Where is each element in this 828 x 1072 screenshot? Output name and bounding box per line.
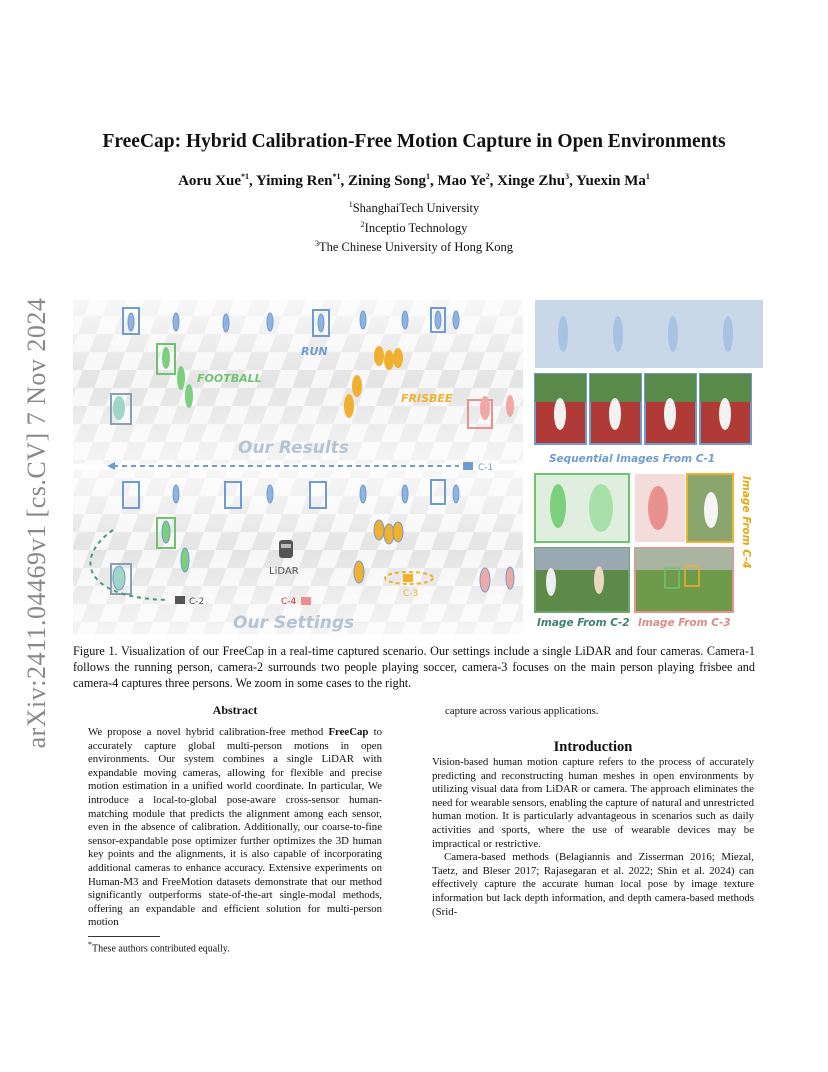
c3-label: C-3 — [403, 589, 419, 599]
arxiv-stamp-text: arXiv:2411.04469v1 [cs.CV] 7 Nov 2024 — [22, 297, 51, 749]
c1-mesh-row — [535, 300, 763, 368]
affiliations — [80, 197, 748, 256]
c1-label: C-1 — [478, 463, 494, 473]
lidar-icon — [279, 540, 293, 558]
affiliation: $^2$Inceptio Technology — [360, 219, 468, 235]
abstract-continued: capture across various applications. — [445, 705, 599, 717]
our-settings-label: Our Settings — [233, 613, 355, 633]
figure-caption: Figure 1. Visualization of our FreeCap in a real-time captured scenario. Our settings include a single LiDAR and four cameras. Camera-1 follows the running person, camera-2 surrounds two people playing soccer, camera-3 focuses on the main person playing frisbee and camera-4 captures three persons. We zoom in some cases to the right. — [73, 644, 755, 690]
abstract-heading: Abstract — [212, 703, 258, 717]
arxiv-stamp — [22, 288, 52, 758]
c2-label: C-2 — [189, 597, 205, 607]
c2-c3-photo-row — [535, 548, 733, 612]
author: Aoru Xue$^{*1}$ — [178, 172, 249, 189]
img-c4-label: Image From C-4 — [740, 476, 752, 569]
footnote: *These authors contributed equally. — [88, 940, 230, 955]
lidar-label: LiDAR — [269, 566, 299, 577]
abstract-body: We propose a novel hybrid calibration-free method FreeCap to accurately capture global multi-person motions in open environments. Our system combines a single LiDAR with expandable moving cameras, allowing for flexible and precise motion estimation in a unified world coordinate. In particular, We introduce a local-to-global pose-aware cross-sensor human-matching module that predicts the alignment among each sensor, even in the absence of calibration. Additionally, our coarse-to-fine sensor-expandable pose optimizer further optimizes the 3D human key points and the alignments, it is also capable of incorporating additional cameras to enhance accuracy. Extensive experiments on Human-M3 and FreeMotion datasets demonstrate that our method significantly outperforms state-of-the-art single-modal methods, offering an expandable and efficient solution for multi-person motion — [88, 726, 382, 929]
paper-title: FreeCap: Hybrid Calibration-Free Motion Capture in Open Environments — [102, 131, 726, 152]
intro-body — [432, 756, 754, 919]
author: Yiming Ren$^{*1}$ — [255, 172, 341, 189]
figure-1 — [73, 298, 763, 634]
img-c2-label: Image From C-2 — [537, 617, 630, 629]
affiliation: $^1$ShanghaiTech University — [348, 200, 480, 216]
run-label: RUN — [301, 345, 328, 358]
author-list: Aoru Xue$^{*1}$, Yiming Ren$^{*1}$, Zining Song$^1$, Mao Ye$^2$, Xinge Zhu$^3$, Yuexin Ma$^1$ — [178, 172, 650, 189]
affiliation: $^3$The Chinese University of Hong Kong — [314, 239, 514, 255]
football-label: FOOTBALL — [197, 372, 262, 385]
author: Yuexin Ma$^1$ — [576, 172, 650, 189]
author: Zining Song$^1$ — [347, 172, 430, 189]
intro-heading: Introduction — [553, 739, 633, 755]
img-c3-label: Image From C-3 — [638, 617, 731, 629]
seq-c1-label: Sequential Images From C-1 — [549, 453, 716, 465]
c4-label: C-4 — [281, 597, 297, 607]
frisbee-label: FRISBEE — [401, 392, 453, 405]
footnote-rule — [88, 936, 160, 937]
c1-photo-row — [535, 374, 751, 444]
intro-paragraph-2: Camera-based methods (Belagiannis and Zisserman 2016; Miezal, Taetz, and Bleser 2017; Rajasegaran et al. 2022; Shin et al. 2024) can effectively capture the accurate human local pose by image texture information but lack depth information, and depth camera-based methods (Srid- — [432, 851, 754, 918]
intro-paragraph-1: Vision-based human motion capture refers to the process of accurately predicting and reconstructing human meshes in open environments by utilizing visual data from LiDAR or camera. The approach eliminates the need for wearable sensors, enabling the capture of natural and unrestricted human motion. It is particularly advantageous in scenarios such as daily activities and sports, where the use of wearable devices may be impractical or restrictive. — [432, 756, 754, 850]
our-results-label: Our Results — [238, 438, 349, 458]
author: Mao Ye$^2$ — [437, 172, 490, 189]
c2-c4-zoom-row — [535, 474, 733, 542]
author: Xinge Zhu$^3$ — [497, 172, 570, 189]
